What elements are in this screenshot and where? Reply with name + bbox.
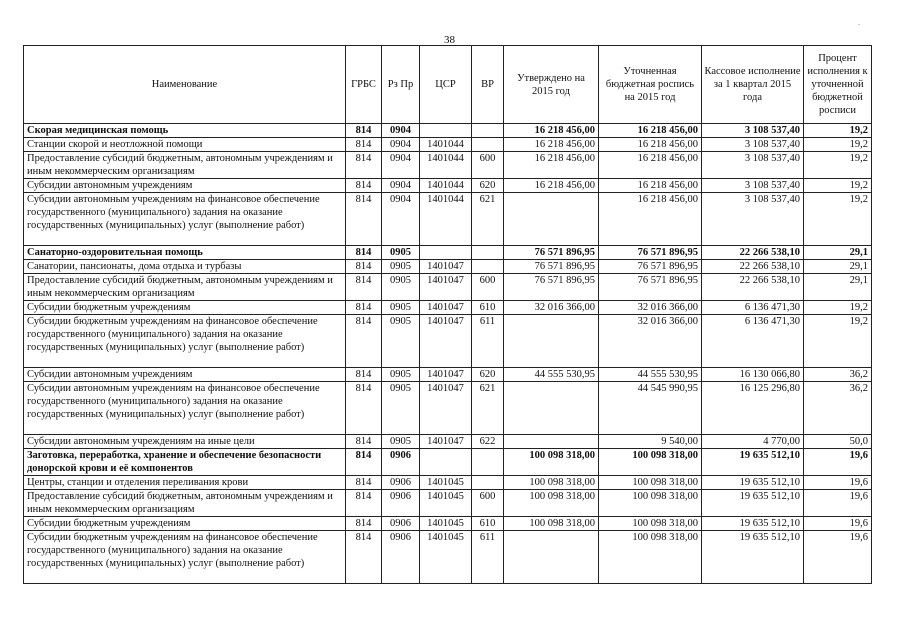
row-vr: 621 — [472, 193, 504, 246]
row-csr: 1401047 — [420, 435, 472, 449]
row-cash: 22 266 538,10 — [702, 246, 804, 260]
row-csr — [420, 246, 472, 260]
row-vr: 620 — [472, 179, 504, 193]
row-name: Субсидии автономным учреждениям на финансовое обеспечение государственного (муниципального) задания на оказание государственных (муниципальных) услуг (выполнение работ) — [24, 382, 346, 435]
table-row — [24, 476, 872, 490]
row-refined: 16 218 456,00 — [599, 138, 702, 152]
header-rzpr: Рз Пр — [382, 46, 420, 124]
table-row — [24, 193, 872, 246]
table-row — [24, 274, 872, 301]
header-name: Наименование — [24, 46, 346, 124]
row-approved — [504, 531, 599, 584]
row-approved — [504, 315, 599, 368]
row-csr: 1401047 — [420, 260, 472, 274]
row-grbs: 814 — [346, 476, 382, 490]
row-grbs: 814 — [346, 315, 382, 368]
row-csr: 1401045 — [420, 531, 472, 584]
row-percent: 19,2 — [804, 179, 872, 193]
table-row — [24, 531, 872, 584]
row-approved: 100 098 318,00 — [504, 517, 599, 531]
table-row — [24, 179, 872, 193]
row-vr — [472, 124, 504, 138]
row-percent: 19,6 — [804, 490, 872, 517]
row-rzpr: 0906 — [382, 476, 420, 490]
header-csr: ЦСР — [420, 46, 472, 124]
row-approved: 16 218 456,00 — [504, 138, 599, 152]
header-percent: Процент исполнения к уточненной бюджетной росписи — [804, 46, 872, 124]
row-vr: 600 — [472, 274, 504, 301]
row-name: Субсидии бюджетным учреждениям на финансовое обеспечение государственного (муниципального) задания на оказание государственных (муниципальных) услуг (выполнение работ) — [24, 531, 346, 584]
row-vr: 600 — [472, 490, 504, 517]
header-refined: Уточненная бюджетная роспись на 2015 год — [599, 46, 702, 124]
row-rzpr: 0905 — [382, 274, 420, 301]
row-vr: 611 — [472, 315, 504, 368]
row-name: Станции скорой и неотложной помощи — [24, 138, 346, 152]
row-name: Субсидии бюджетным учреждениям — [24, 517, 346, 531]
row-approved: 76 571 896,95 — [504, 274, 599, 301]
row-rzpr: 0904 — [382, 124, 420, 138]
row-grbs: 814 — [346, 179, 382, 193]
table-row — [24, 152, 872, 179]
row-csr: 1401047 — [420, 368, 472, 382]
corner-mark: . — [858, 18, 860, 27]
row-rzpr: 0904 — [382, 138, 420, 152]
row-name: Заготовка, переработка, хранение и обеспечение безопасности донорской крови и её компонентов — [24, 449, 346, 476]
row-grbs: 814 — [346, 449, 382, 476]
row-refined: 100 098 318,00 — [599, 449, 702, 476]
row-percent: 19,6 — [804, 531, 872, 584]
table-row — [24, 517, 872, 531]
row-approved — [504, 382, 599, 435]
row-grbs: 814 — [346, 152, 382, 179]
row-grbs: 814 — [346, 531, 382, 584]
row-grbs: 814 — [346, 368, 382, 382]
row-refined: 100 098 318,00 — [599, 490, 702, 517]
row-csr: 1401047 — [420, 315, 472, 368]
row-percent: 19,2 — [804, 152, 872, 179]
row-vr — [472, 449, 504, 476]
row-percent: 29,1 — [804, 260, 872, 274]
table-row — [24, 301, 872, 315]
row-refined: 16 218 456,00 — [599, 179, 702, 193]
row-name: Предоставление субсидий бюджетным, автономным учреждениям и иным некоммерческим организациям — [24, 274, 346, 301]
table-row — [24, 368, 872, 382]
table-row — [24, 382, 872, 435]
row-name: Предоставление субсидий бюджетным, автономным учреждениям и иным некоммерческим организациям — [24, 152, 346, 179]
row-grbs: 814 — [346, 124, 382, 138]
row-name: Субсидии бюджетным учреждениям на финансовое обеспечение государственного (муниципального) задания на оказание государственных (муниципальных) услуг (выполнение работ) — [24, 315, 346, 368]
row-cash: 6 136 471,30 — [702, 315, 804, 368]
row-percent: 19,6 — [804, 517, 872, 531]
row-cash: 22 266 538,10 — [702, 274, 804, 301]
row-csr: 1401044 — [420, 193, 472, 246]
row-cash: 3 108 537,40 — [702, 124, 804, 138]
header-row — [24, 46, 872, 124]
row-name: Санатории, пансионаты, дома отдыха и турбазы — [24, 260, 346, 274]
row-refined: 76 571 896,95 — [599, 274, 702, 301]
row-rzpr: 0905 — [382, 315, 420, 368]
row-vr — [472, 138, 504, 152]
row-csr: 1401044 — [420, 179, 472, 193]
row-grbs: 814 — [346, 517, 382, 531]
row-approved — [504, 435, 599, 449]
row-cash: 19 635 512,10 — [702, 449, 804, 476]
row-approved — [504, 193, 599, 246]
row-grbs: 814 — [346, 193, 382, 246]
row-cash: 4 770,00 — [702, 435, 804, 449]
row-cash: 3 108 537,40 — [702, 193, 804, 246]
row-approved: 100 098 318,00 — [504, 476, 599, 490]
row-approved: 100 098 318,00 — [504, 490, 599, 517]
row-refined: 100 098 318,00 — [599, 476, 702, 490]
row-vr: 621 — [472, 382, 504, 435]
row-grbs: 814 — [346, 274, 382, 301]
row-refined: 9 540,00 — [599, 435, 702, 449]
row-vr — [472, 246, 504, 260]
row-cash: 22 266 538,10 — [702, 260, 804, 274]
row-refined: 100 098 318,00 — [599, 517, 702, 531]
row-approved: 76 571 896,95 — [504, 260, 599, 274]
row-cash: 19 635 512,10 — [702, 476, 804, 490]
row-grbs: 814 — [346, 138, 382, 152]
table-row — [24, 490, 872, 517]
row-rzpr: 0905 — [382, 368, 420, 382]
row-grbs: 814 — [346, 435, 382, 449]
row-cash: 19 635 512,10 — [702, 517, 804, 531]
header-approved: Утверждено на 2015 год — [504, 46, 599, 124]
row-approved: 76 571 896,95 — [504, 246, 599, 260]
row-cash: 6 136 471,30 — [702, 301, 804, 315]
row-rzpr: 0906 — [382, 490, 420, 517]
row-refined: 32 016 366,00 — [599, 301, 702, 315]
row-refined: 44 545 990,95 — [599, 382, 702, 435]
row-percent: 19,2 — [804, 301, 872, 315]
row-cash: 3 108 537,40 — [702, 138, 804, 152]
row-cash: 16 130 066,80 — [702, 368, 804, 382]
row-percent: 19,6 — [804, 476, 872, 490]
row-vr: 622 — [472, 435, 504, 449]
row-refined: 32 016 366,00 — [599, 315, 702, 368]
table-row — [24, 435, 872, 449]
row-approved: 16 218 456,00 — [504, 179, 599, 193]
row-percent: 36,2 — [804, 382, 872, 435]
row-vr — [472, 260, 504, 274]
row-percent: 19,2 — [804, 124, 872, 138]
row-refined: 44 555 530,95 — [599, 368, 702, 382]
row-percent: 19,2 — [804, 315, 872, 368]
row-cash: 16 125 296,80 — [702, 382, 804, 435]
table-section-row — [24, 246, 872, 260]
row-csr: 1401045 — [420, 517, 472, 531]
row-name: Субсидии автономным учреждениям на иные цели — [24, 435, 346, 449]
row-refined: 16 218 456,00 — [599, 124, 702, 138]
row-csr: 1401047 — [420, 301, 472, 315]
header-vr: ВР — [472, 46, 504, 124]
header-grbs: ГРБС — [346, 46, 382, 124]
row-percent: 50,0 — [804, 435, 872, 449]
row-approved: 32 016 366,00 — [504, 301, 599, 315]
row-csr: 1401047 — [420, 382, 472, 435]
table-header — [24, 46, 872, 124]
table-row — [24, 315, 872, 368]
row-name: Субсидии автономным учреждениям на финансовое обеспечение государственного (муниципального) задания на оказание государственных (муниципальных) услуг (выполнение работ) — [24, 193, 346, 246]
row-csr: 1401045 — [420, 476, 472, 490]
row-vr — [472, 476, 504, 490]
table-row — [24, 138, 872, 152]
row-cash: 19 635 512,10 — [702, 531, 804, 584]
budget-table — [23, 45, 872, 584]
row-approved: 100 098 318,00 — [504, 449, 599, 476]
row-percent: 29,1 — [804, 274, 872, 301]
row-vr: 610 — [472, 301, 504, 315]
table-section-row — [24, 124, 872, 138]
row-csr: 1401045 — [420, 490, 472, 517]
row-name: Субсидии бюджетным учреждениям — [24, 301, 346, 315]
row-rzpr: 0906 — [382, 449, 420, 476]
row-vr: 611 — [472, 531, 504, 584]
row-percent: 36,2 — [804, 368, 872, 382]
row-percent: 29,1 — [804, 246, 872, 260]
row-rzpr: 0905 — [382, 435, 420, 449]
row-cash: 19 635 512,10 — [702, 490, 804, 517]
row-vr: 600 — [472, 152, 504, 179]
row-vr: 610 — [472, 517, 504, 531]
row-name: Центры, станции и отделения переливания крови — [24, 476, 346, 490]
table-row — [24, 260, 872, 274]
row-grbs: 814 — [346, 301, 382, 315]
row-name: Санаторно-оздоровительная помощь — [24, 246, 346, 260]
row-rzpr: 0906 — [382, 517, 420, 531]
row-csr — [420, 124, 472, 138]
row-rzpr: 0904 — [382, 152, 420, 179]
row-rzpr: 0905 — [382, 260, 420, 274]
row-rzpr: 0905 — [382, 382, 420, 435]
row-name: Субсидии автономным учреждениям — [24, 368, 346, 382]
row-refined: 76 571 896,95 — [599, 246, 702, 260]
row-vr: 620 — [472, 368, 504, 382]
row-rzpr: 0904 — [382, 193, 420, 246]
row-refined: 100 098 318,00 — [599, 531, 702, 584]
row-name: Субсидии автономным учреждениям — [24, 179, 346, 193]
row-rzpr: 0905 — [382, 301, 420, 315]
row-csr: 1401044 — [420, 152, 472, 179]
row-percent: 19,2 — [804, 138, 872, 152]
row-approved: 16 218 456,00 — [504, 124, 599, 138]
row-csr: 1401044 — [420, 138, 472, 152]
row-rzpr: 0904 — [382, 179, 420, 193]
row-percent: 19,6 — [804, 449, 872, 476]
row-csr: 1401047 — [420, 274, 472, 301]
row-cash: 3 108 537,40 — [702, 179, 804, 193]
row-rzpr: 0906 — [382, 531, 420, 584]
table-section-row — [24, 449, 872, 476]
row-refined: 16 218 456,00 — [599, 152, 702, 179]
row-approved: 44 555 530,95 — [504, 368, 599, 382]
row-grbs: 814 — [346, 382, 382, 435]
row-grbs: 814 — [346, 246, 382, 260]
row-csr — [420, 449, 472, 476]
row-refined: 16 218 456,00 — [599, 193, 702, 246]
row-rzpr: 0905 — [382, 246, 420, 260]
row-name: Скорая медицинская помощь — [24, 124, 346, 138]
row-grbs: 814 — [346, 490, 382, 517]
row-percent: 19,2 — [804, 193, 872, 246]
row-name: Предоставление субсидий бюджетным, автономным учреждениям и иным некоммерческим организациям — [24, 490, 346, 517]
page-number: 38 — [444, 34, 455, 46]
row-refined: 76 571 896,95 — [599, 260, 702, 274]
table-body — [24, 124, 872, 584]
row-grbs: 814 — [346, 260, 382, 274]
header-cash: Кассовое исполнение за 1 квартал 2015 года — [702, 46, 804, 124]
row-approved: 16 218 456,00 — [504, 152, 599, 179]
row-cash: 3 108 537,40 — [702, 152, 804, 179]
